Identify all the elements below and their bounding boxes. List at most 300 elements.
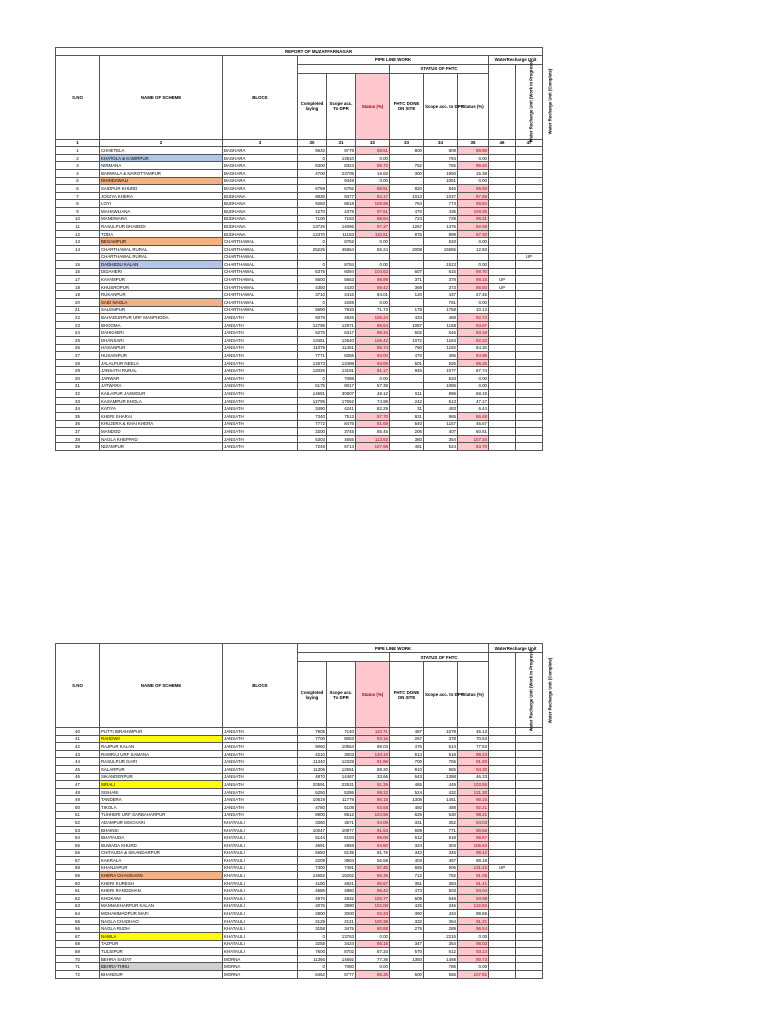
completed-laying-cell [298,253,327,261]
status-pct-cell: 81.75 [356,849,390,857]
scheme-name-cell: TAZPUR [100,940,223,948]
sno-cell: 22 [56,314,100,322]
block-cell: JANSATH [223,773,298,781]
fhtc-scope-cell: 630 [424,811,458,819]
scope-dpr-cell: 12329 [327,758,356,766]
status-pct-cell: 98.51 [356,147,390,155]
scope-dpr-cell: 17062 [327,397,356,405]
fhtc-scope-cell: 1950 [424,169,458,177]
column-number: 33 [390,139,424,147]
fhtc-done-cell: 609 [390,895,424,903]
table-row [56,405,543,413]
fhtc-status-cell: 0.00 [458,261,489,269]
wr-progress-cell [489,796,516,804]
fhtc-scope-cell: 809 [424,147,458,155]
status-pct-cell: 99.32 [356,788,390,796]
block-cell: KHATAULI [223,925,298,933]
table-row [56,826,543,834]
scope-dpr-cell: 6752 [327,238,356,246]
sno-cell: 72 [56,971,100,979]
fhtc-done-cell: 487 [390,728,424,736]
status-pct-cell: 71.73 [356,306,390,314]
fhtc-done-cell: 473 [390,887,424,895]
scheme-name-cell: KHERI SHARAI [100,412,223,420]
scope-dpr-cell: 6094 [327,268,356,276]
block-cell: CHARTHAWAL [223,291,298,299]
fhtc-status-cell: 96.54 [458,925,489,933]
scheme-name-cell: BARWALA & NAROTTAMPUR [100,169,223,177]
sno-cell: 20 [56,299,100,307]
fhtc-status-cell: 0.00 [458,177,489,185]
scope-dpr2-header: Scope acc. to DPR [424,662,458,728]
sno-cell: 2 [56,154,100,162]
wr-progress-cell [489,773,516,781]
fhtc-status-cell: 90.66 [458,826,489,834]
scope-dpr-cell: 6777 [327,971,356,979]
scope-dpr-cell: 22531 [327,781,356,789]
scheme-name-cell: CHARTHAWAL RURAL [100,245,223,253]
scheme-name-cell: BAHADURPUR URF MANPHODA [100,314,223,322]
completed-laying-cell: 5690 [298,306,327,314]
wr-progress-cell [489,872,516,880]
table-row [56,162,543,170]
scope-dpr-header: Scope acc. To DPR [327,73,356,139]
fhtc-scope-cell: 513 [424,397,458,405]
status-pct-cell: 94.60 [356,841,390,849]
scope-dpr-cell: 4241 [327,405,356,413]
fhtc-done-cell: 1013 [390,192,424,200]
table-row [56,443,543,451]
completed-laying-cell: 0 [298,963,327,971]
wr-progress-cell [489,750,516,758]
scheme-name-cell: NAGLA RUDH [100,925,223,933]
scheme-name-cell: BHANDUR [100,971,223,979]
scheme-name-cell: KHANJAPUR [100,864,223,872]
block-cell: JANSATH [223,382,298,390]
block-header: BLOCK [223,644,298,728]
block-cell: JANSATH [223,367,298,375]
status-pct-cell: 48.12 [356,390,390,398]
fhtc-status-cell: 12.83 [458,245,489,253]
scope-dpr-cell: 8476 [327,420,356,428]
status-pct-cell: 98.89 [356,276,390,284]
fhtc-status-cell: 96.48 [458,412,489,420]
scope-dpr-cell: 14096 [327,223,356,231]
wr-progress-cell [489,971,516,979]
sno-cell: 1 [56,147,100,155]
sno-cell: 16 [56,268,100,276]
fhtc-done-cell: 931 [390,412,424,420]
block-cell: BUDHANA [223,223,298,231]
wr-progress-cell [489,162,516,170]
table-row [56,375,543,383]
status-pct-cell: 140.19 [356,750,390,758]
table-row [56,910,543,918]
completed-laying-cell: 12673 [298,359,327,367]
fhtc-done-cell [390,963,424,971]
wr-progress-cell [489,887,516,895]
block-cell: CHARTHAWAL [223,261,298,269]
fhtc-scope-cell: 965 [424,412,458,420]
fhtc-done-cell: 31 [390,405,424,413]
fhtc-done-cell: 371 [390,276,424,284]
wr-complete-cell [516,765,543,773]
sno-cell: 23 [56,321,100,329]
scope-dpr-cell: 13910 [327,154,356,162]
table-row [56,887,543,895]
completed-laying-cell: 3710 [298,291,327,299]
status-pct-cell: 106.42 [356,337,390,345]
status-pct-cell: 98.84 [356,215,390,223]
wr-progress-cell [489,735,516,743]
fhtc-status-cell: 64.30 [458,344,489,352]
fhtc-status-cell: 50.61 [458,428,489,436]
block-cell: CHARTHAWAL [223,299,298,307]
completed-laying-cell: 7340 [298,412,327,420]
scope-dpr-cell: 10977 [327,826,356,834]
block-cell: JANSATH [223,728,298,736]
fhtc-scope-cell: 1376 [424,223,458,231]
sno-cell: 69 [56,948,100,956]
scheme-name-cell: RASULPUR GARI [100,758,223,766]
table-row [56,971,543,979]
scheme-name-cell: SIKANDERPUR [100,773,223,781]
fhtc-done-cell: 343 [390,849,424,857]
block-cell: JANSATH [223,314,298,322]
fhtc-scope-cell: 1758 [424,306,458,314]
fhtc-done-cell: 1087 [390,321,424,329]
fhtc-scope-cell: 782 [424,872,458,880]
fhtc-scope-cell: 354 [424,435,458,443]
completed-laying-cell: 14652 [298,872,327,880]
scope-dpr-cell: 3424 [327,940,356,948]
fhtc-scope-cell: 1157 [424,420,458,428]
fhtc-status-cell: 47.17 [458,397,489,405]
fhtc-scope-cell: 364 [424,917,458,925]
block-cell: CHARTHAWAL [223,268,298,276]
status-pct-cell: 97.45 [356,864,390,872]
wr-progress-cell [489,940,516,948]
wr-progress-cell [489,879,516,887]
wr-complete-cell [516,940,543,948]
table-row [56,765,543,773]
fhtc-done-cell [390,253,424,261]
fhtc-status-cell: 0.00 [458,154,489,162]
scheme-name-cell: SISHANI [100,788,223,796]
scope-dpr-cell: 3990 [327,902,356,910]
scope-dpr-cell: 8135 [327,849,356,857]
wr-complete-cell [516,420,543,428]
fhtc-scope-cell: 646 [424,329,458,337]
wr-progress-cell [489,215,516,223]
wr-complete-cell [516,367,543,375]
wr-complete-cell [516,352,543,360]
fhtc-done-cell [390,375,424,383]
report-sheet-1 [55,47,553,451]
completed-laying-cell: 6376 [298,268,327,276]
table-row [56,895,543,903]
block-cell: KHATAULI [223,834,298,842]
wr-complete-cell [516,215,543,223]
block-cell: MORNA [223,955,298,963]
sno-cell: 61 [56,887,100,895]
status-pct-cell: 99.34 [356,329,390,337]
fhtc-status-cell: 106.93 [458,841,489,849]
scope-dpr-cell: 7933 [327,306,356,314]
table-row [56,223,543,231]
wr-progress-cell [489,849,516,857]
completed-laying-cell: 12370 [298,230,327,238]
completed-laying-cell: 11078 [298,344,327,352]
table-row [56,321,543,329]
scheme-name-cell: RASULPUR DHABEDI [100,223,223,231]
wr-complete-cell [516,857,543,865]
scope-dpr-cell: 7183 [327,215,356,223]
fhtc-done-cell: 752 [390,162,424,170]
fhtc-done-cell: 665 [390,864,424,872]
completed-laying-cell: 3490 [298,405,327,413]
block-cell: KHATAULI [223,917,298,925]
scheme-name-cell: KAILAPUR JASMOUR [100,390,223,398]
scheme-name-cell: DHANSARI [100,337,223,345]
sno-cell: 66 [56,925,100,933]
fhtc-done-cell: 700 [390,758,424,766]
completed-laying-cell [298,177,327,185]
fhtc-status-cell: 68.19 [458,390,489,398]
table-row [56,857,543,865]
sno-cell: 56 [56,849,100,857]
scheme-name-cell: MOHAMMADPUR MAFI [100,910,223,918]
block-cell: CHARTHAWAL [223,253,298,261]
scope-dpr-cell [327,253,356,261]
table-row [56,154,543,162]
fhtc-scope-cell: 765 [424,758,458,766]
sno-cell: 30 [56,375,100,383]
fhtc-status-cell: 98.70 [458,268,489,276]
completed-laying-cell: 0 [298,933,327,941]
sno-cell: 54 [56,834,100,842]
block-cell: JANSATH [223,750,298,758]
scheme-name-cell: DHINDAWALI [100,177,223,185]
fhtc-status-header: STATUS OF FHTC [390,64,489,73]
column-number: 35 [458,139,489,147]
scheme-name-cell: BUWADA KHURD [100,841,223,849]
scheme-name-cell: SAIDPUR KHURD [100,185,223,193]
status-pct-cell: 0.00 [356,238,390,246]
fhtc-status-cell: 122.83 [458,902,489,910]
completed-laying-cell: 6275 [298,329,327,337]
fhtc-status-cell: 46.33 [458,773,489,781]
status-pct-header: Status (%) [356,662,390,728]
fhtc-status-cell: 93.87 [458,321,489,329]
status-pct-cell: 91.39 [356,781,390,789]
fhtc-scope-cell: 846 [424,185,458,193]
fhtc-scope-cell: 614 [424,743,458,751]
fhtc-done-cell: 369 [390,283,424,291]
scope-dpr-cell: 9377 [327,192,356,200]
fhtc-scope-cell: 468 [424,314,458,322]
table-row [56,743,543,751]
wr-complete-cell [516,412,543,420]
completed-laying-cell: 6759 [298,185,327,193]
completed-laying-cell: 5303 [298,435,327,443]
wr-complete-cell [516,902,543,910]
fhtc-scope-cell: 378 [424,735,458,743]
fhtc-done-cell: 324 [390,841,424,849]
fhtc-scope-cell: 1182 [424,344,458,352]
wr-progress-cell [489,352,516,360]
sno-cell: 13 [56,238,100,246]
wr-progress-cell [489,955,516,963]
table-row [56,864,543,872]
table-row [56,306,543,314]
sno-cell: 29 [56,367,100,375]
completed-laying-cell: 8830 [298,192,327,200]
wr-progress-cell [489,435,516,443]
fhtc-status-cell: 107.91 [458,971,489,979]
scheme-name-cell: TODA [100,230,223,238]
fhtc-status-cell: 91.41 [458,879,489,887]
scheme-name-cell: CHARTHAWAL RURAL [100,253,223,261]
scheme-name-cell: KHERA CHAOGAON [100,872,223,880]
wr-complete-cell [516,735,543,743]
wr-progress-cell [489,963,516,971]
completed-laying-cell: 4691 [298,841,327,849]
block-cell: KHATAULI [223,948,298,956]
wr-progress-cell [489,359,516,367]
fhtc-scope-cell: 506 [424,864,458,872]
sno-cell: 63 [56,902,100,910]
block-header: BLOCK [223,55,298,139]
fhtc-done-cell: 820 [390,185,424,193]
fhtc-done-cell: 347 [390,940,424,948]
table-row [56,169,543,177]
table-row [56,435,543,443]
wr-complete-cell [516,758,543,766]
fhtc-status-cell: 99.21 [458,811,489,819]
sno-cell: 31 [56,382,100,390]
completed-laying-cell: 10619 [298,796,327,804]
fhtc-done-cell: 450 [390,803,424,811]
fhtc-scope-cell: 755 [424,162,458,170]
sno-cell: 45 [56,765,100,773]
status-pct-cell: 87.34 [356,948,390,956]
wr-complete-cell [516,306,543,314]
fhtc-status-cell: 98.15 [458,276,489,284]
block-cell: JANSATH [223,375,298,383]
completed-laying-cell: 2129 [298,917,327,925]
wr-progress-cell [489,306,516,314]
block-cell: KHATAULI [223,819,298,827]
status-pct-cell: 84.01 [356,291,390,299]
scheme-name-cell: KHOKANI [100,895,223,903]
wr-progress-cell [489,917,516,925]
scope-dpr-cell: 11779 [327,796,356,804]
table-row [56,933,543,941]
completed-laying-cell: 10047 [298,826,327,834]
table-row [56,291,543,299]
completed-laying-cell: 0 [298,375,327,383]
fhtc-done-cell: 524 [390,788,424,796]
completed-laying-cell: 3360 [298,819,327,827]
table-row [56,940,543,948]
scope-dpr-cell: 6713 [327,443,356,451]
fhtc-scope-cell: 303 [424,841,458,849]
fhtc-scope-cell: 457 [424,857,458,865]
report-table-1 [55,47,553,451]
fhtc-status-cell: 46.67 [458,420,489,428]
table-row [56,955,543,963]
sno-cell: 7 [56,192,100,200]
block-cell: JANSATH [223,428,298,436]
wr-progress-cell [489,245,516,253]
status-pct-cell: 97.37 [356,223,390,231]
completed-laying-cell: 20591 [298,781,327,789]
fhtc-scope-cell: 432 [424,788,458,796]
block-cell: JANSATH [223,390,298,398]
block-cell: KHATAULI [223,841,298,849]
wr-complete-cell [516,238,543,246]
status-pct-cell: 77.36 [356,955,390,963]
status-pct-cell: 99.06 [356,834,390,842]
status-pct2-header: Status (%) [458,662,489,728]
fhtc-status-cell: 45.13 [458,728,489,736]
completed-laying-cell: 13725 [298,223,327,231]
sno-cell: 47 [56,781,100,789]
block-cell: JANSATH [223,781,298,789]
table-row [56,390,543,398]
scope-dpr-cell: 8518 [327,200,356,208]
wr-progress-cell [489,200,516,208]
scheme-name-header: NAME OF SCHEME [100,644,223,728]
fhtc-status-cell: 91.50 [458,758,489,766]
scope-dpr-cell: 14692 [327,955,356,963]
block-cell: BAGHARA [223,154,298,162]
sno-cell: 42 [56,743,100,751]
table-row [56,788,543,796]
block-cell: JANSATH [223,803,298,811]
scheme-name-cell: PUTTI IBRAHIMPUR [100,728,223,736]
fhtc-scope-cell: 1077 [424,367,458,375]
fhtc-status-cell: 103.56 [458,781,489,789]
status-pct2-header: Status (%) [458,73,489,139]
completed-laying-cell: 7249 [298,443,327,451]
sno-cell: 12 [56,230,100,238]
block-cell: JANSATH [223,796,298,804]
scope-dpr-cell: 9779 [327,147,356,155]
completed-laying-cell: 11366 [298,955,327,963]
wr-complete-cell [516,359,543,367]
scheme-name-cell: JANSATH RURAL [100,367,223,375]
fhtc-done-cell: 2008 [390,245,424,253]
wr-progress-cell [489,344,516,352]
fhtc-done-cell: 611 [390,390,424,398]
completed-laying-cell: 7300 [298,864,327,872]
wr-complete-cell [516,185,543,193]
table-row [56,344,543,352]
scope-dpr-cell: 12640 [327,337,356,345]
block-cell: BAGHARA [223,185,298,193]
scope-dpr-cell: 4860 [327,887,356,895]
scope-dpr-cell: 8512 [327,811,356,819]
wr-progress-cell [489,177,516,185]
status-pct-cell: 108.98 [356,200,390,208]
block-cell: KHATAULI [223,857,298,865]
completed-laying-cell: 11306 [298,765,327,773]
column-number: 46 [489,139,516,147]
fhtc-scope-cell: 435 [424,207,458,215]
fhtc-done-cell: 760 [390,344,424,352]
